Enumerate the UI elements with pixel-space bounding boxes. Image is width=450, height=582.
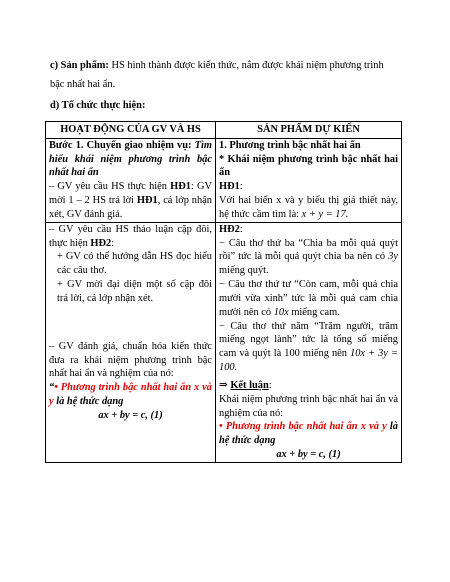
hd2-label-line: HĐ2: bbox=[219, 223, 243, 235]
step1-task: Tìm hiểu khái niệm phương trình bậc nhất hai ẩn bbox=[49, 139, 212, 179]
formula-left: ax + by = c, (1) bbox=[98, 409, 163, 421]
organize-label: d) Tổ chức thực hiện: bbox=[50, 100, 146, 111]
cell-left-2 bbox=[46, 222, 216, 462]
header-teacher-activity: HOẠT ĐỘNG CỦA GV VÀ HS bbox=[46, 122, 216, 139]
hd2-bullet-1: + GV có thể hướng dẫn HS đọc hiểu các câu thơ. bbox=[57, 251, 212, 277]
step1-label: Bước 1. Chuyển giao nhiệm vụ: bbox=[49, 139, 192, 151]
hd1-label-line: HĐ1: bbox=[219, 181, 243, 193]
formula-right: ax + by = c, (1) bbox=[276, 449, 341, 461]
cell-right-2 bbox=[216, 222, 402, 462]
product-line bbox=[50, 59, 406, 73]
section-title: 1. Phương trình bậc nhất hai ẩn bbox=[219, 139, 361, 151]
verse-3: − Câu thơ thứ ba “Chia ba mỗi quả quýt rồi” tức là mỗi quả quýt chia ba nên có 3y miếng quýt. bbox=[219, 237, 398, 277]
verse-5: − Câu thơ thứ năm “Trăm người, trăm miếng ngọt lành” tức là tổng số miếng cam và quýt là 100 miếng nên 10x + 3y = 100. bbox=[219, 320, 398, 374]
step1 bbox=[49, 139, 212, 180]
concept-heading: * Khái niệm phương trình bậc nhất hai ẩn bbox=[219, 153, 398, 179]
verse-4: − Câu thơ thứ tư “Còn cam, mỗi quả chia mười vừa xinh” tức là mỗi quả cam chia mười nên có 10x miếng cam. bbox=[219, 279, 398, 318]
activity-table bbox=[45, 121, 402, 463]
teacher-evaluation: – GV đánh giá, chuẩn hóa kiến thức đưa ra khái niệm phương trình bậc nhất hai ẩn và nghiệm của nó: bbox=[49, 340, 212, 380]
cell-right-1 bbox=[216, 138, 402, 222]
table-row-2 bbox=[46, 222, 402, 462]
product-label: c) Sản phẩm: bbox=[50, 60, 109, 71]
hd1-instruction: – GV yêu cầu HS thực hiện HĐ1: GV mời 1 – 2 HS trả lời HĐ1, cả lớp nhận xét, GV đánh giá. bbox=[49, 181, 212, 220]
table-header-row bbox=[46, 122, 402, 139]
product-text: HS hình thành được kiến thức, nắm được khái niệm phương trình bbox=[108, 60, 384, 71]
product-line-2 bbox=[50, 78, 406, 92]
hd2-bullet-2: + GV mời đại diện một số cặp đôi trả lời, cả lớp nhận xét. bbox=[57, 279, 212, 304]
table-row-1 bbox=[46, 138, 402, 222]
arrow-icon: ⇒ bbox=[219, 379, 228, 391]
header-expected-product: SẢN PHẨM DỰ KIẾN bbox=[216, 122, 402, 139]
conclusion-line: ⇒ Kết luận: bbox=[219, 379, 272, 391]
definition-right: • Phương trình bậc nhất hai ẩn x và y là hệ thức dạng bbox=[219, 421, 398, 447]
definition-left: “• Phương trình bậc nhất hai ẩn x và y là hệ thức dạng bbox=[49, 382, 212, 408]
product-text-cont: bậc nhất hai ẩn. bbox=[50, 79, 116, 90]
cell-left-1 bbox=[46, 138, 216, 222]
hd1-answer: Với hai biến x và y biểu thị giá thiết này, hệ thức cầm tìm là: x + y = 17. bbox=[219, 195, 398, 220]
conclusion-text: Khái niệm phương trình bậc nhất hai ẩn và nghiệm của nó: bbox=[219, 393, 398, 419]
hd2-instruction: – GV yêu cầu HS thảo luận cặp đôi, thực hiện HĐ2: bbox=[49, 223, 212, 249]
organize-heading bbox=[50, 99, 406, 113]
